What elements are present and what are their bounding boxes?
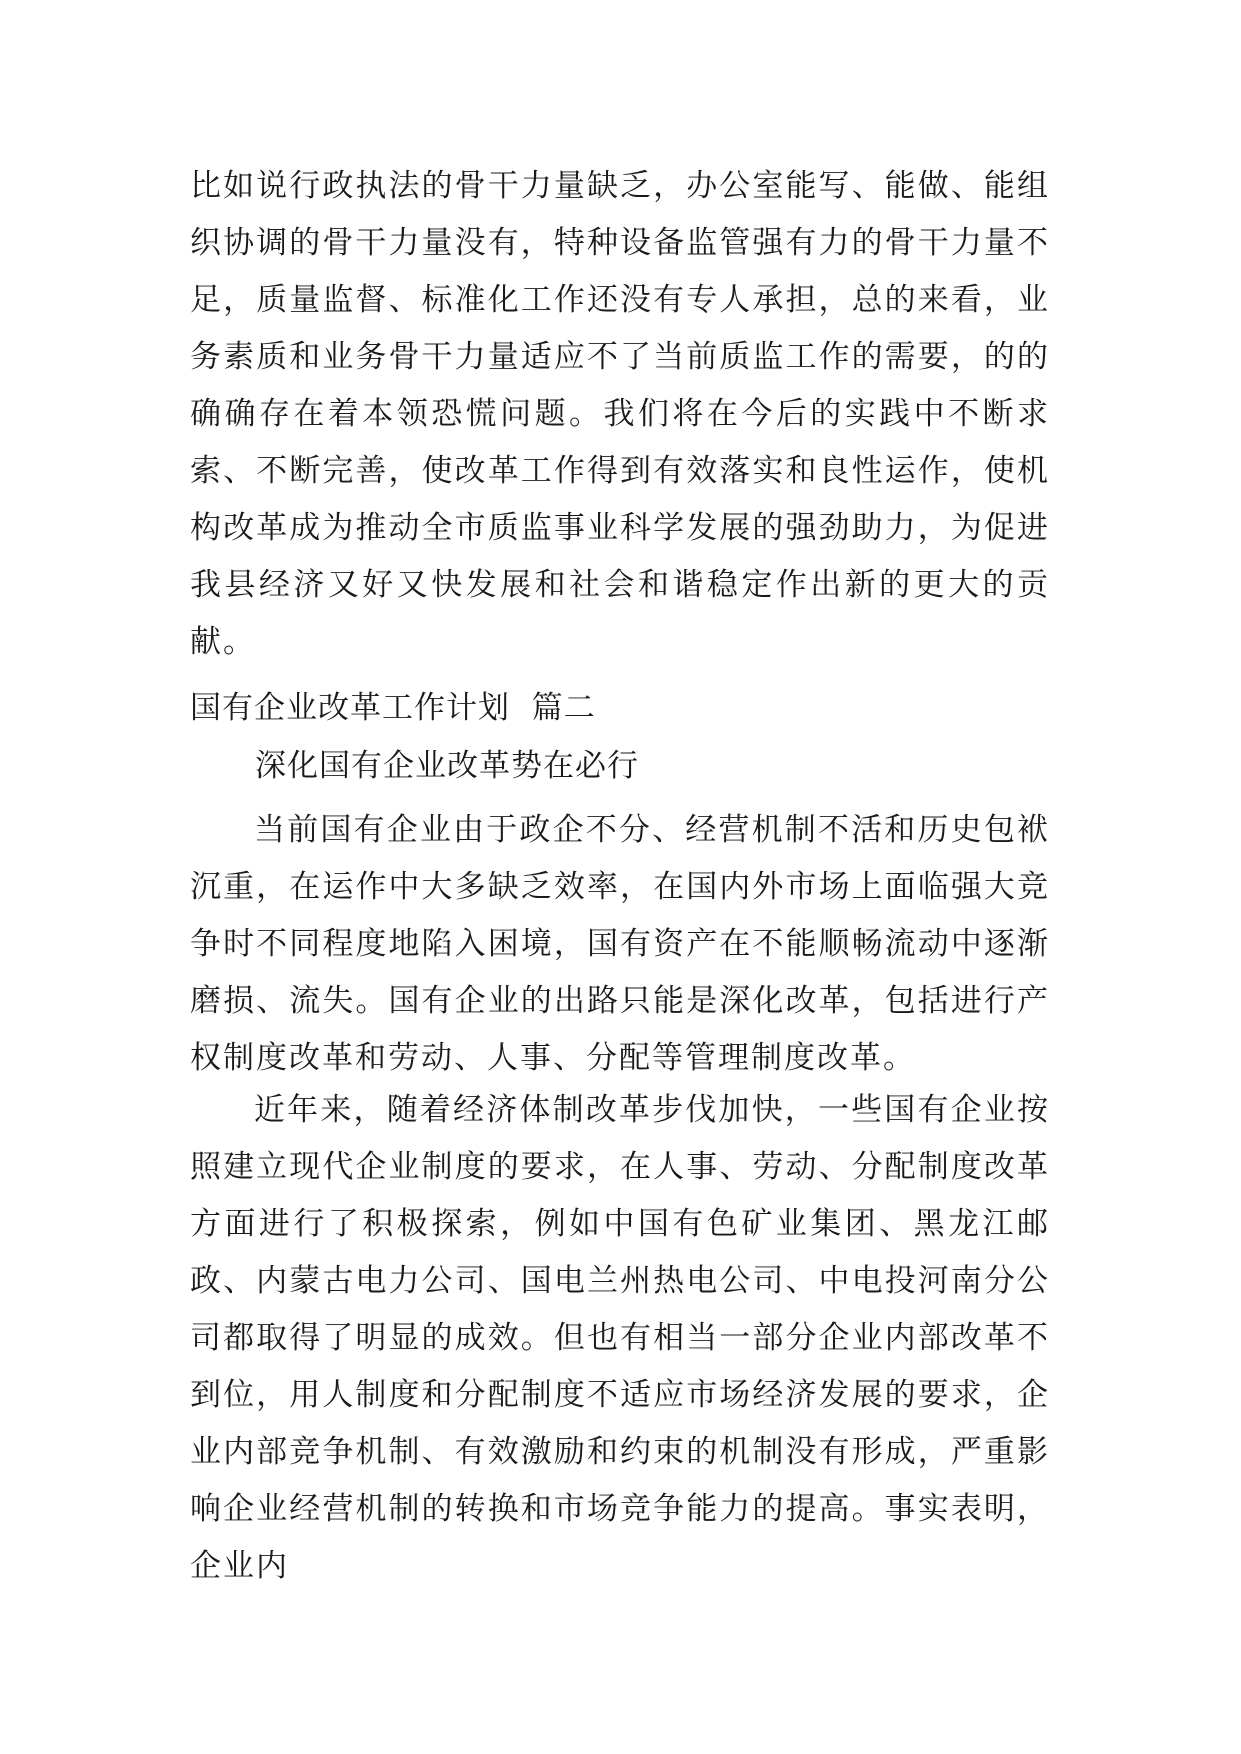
paragraph-recent-years: 近年来，随着经济体制改革步伐加快，一些国有企业按照建立现代企业制度的要求，在人事、劳动、分配制度改革方面进行了积极探索，例如中国有色矿业集团、黑龙江邮政、内蒙古电力公司、国电兰州热电公司、中电投河南分公司都取得了明显的成效。但也有相当一部分企业内部改革不到位，用人制度和分配制度不适应市场经济发展的要求，企业内部竞争机制、有效激励和约束的机制没有形成，严重影响企业经营机制的转换和市场竞争能力的提高。事实表明，企业内 bbox=[190, 1092, 1050, 1584]
paragraph-intro: 比如说行政执法的骨干力量缺乏，办公室能写、能做、能组织协调的骨干力量没有，特种设备监管强有力的骨干力量不足，质量监督、标准化工作还没有专人承担，总的来看，业务素质和业务骨干力量适应不了当前质监工作的需要，的的确确存在着本领恐慌问题。我们将在今后的实践中不断求索、不断完善，使改革工作得到有效落实和良性运作，使机构改革成为推动全市质监事业科学发展的强劲助力，为促进我县经济又好又快发展和社会和谐稳定作出新的更大的贡献。 bbox=[190, 168, 1050, 660]
section-subheading: 深化国有企业改革势在必行 bbox=[255, 748, 639, 784]
paragraph-current-state: 当前国有企业由于政企不分、经营机制不活和历史包袱沉重，在运作中大多缺乏效率，在国内外市场上面临强大竞争时不同程度地陷入困境，国有资产在不能顺畅流动中逐渐磨损、流失。国有企业的出路只能是深化改革，包括进行产权制度改革和劳动、人事、分配等管理制度改革。 bbox=[190, 812, 1050, 1076]
section-heading: 国有企业改革工作计划 篇二 bbox=[190, 690, 596, 726]
